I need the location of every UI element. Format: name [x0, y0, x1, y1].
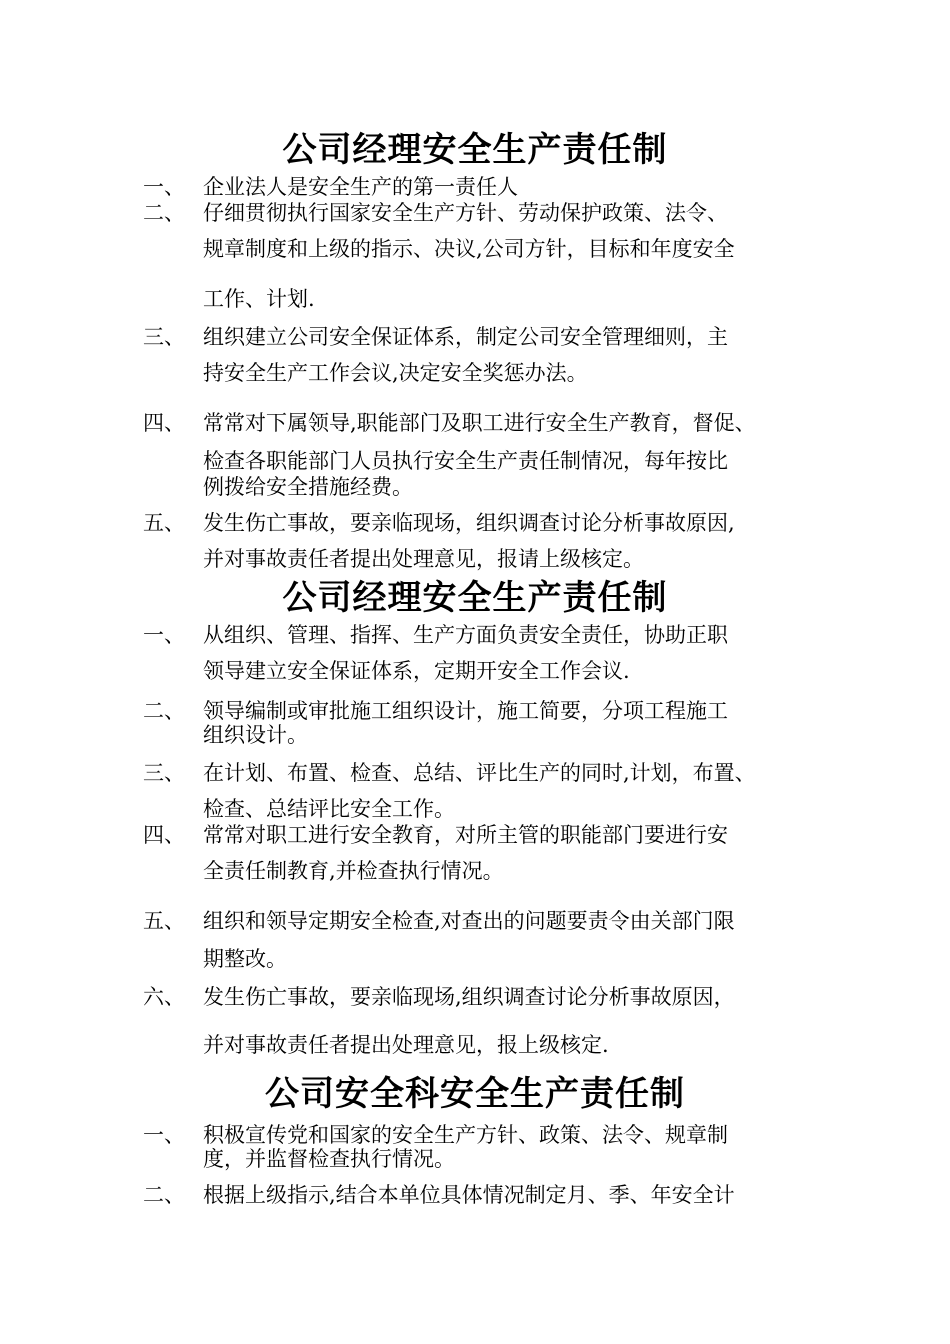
- item-line: 企业法人是安全生产的第一责任人: [203, 175, 518, 199]
- item-line: 从组织、管理、指挥、生产方面负责安全责任，协助正职: [203, 623, 728, 647]
- item-number: 六、: [143, 985, 185, 1009]
- item-line: 积极宣传党和国家的安全生产方针、政策、法令、规章制: [203, 1123, 728, 1147]
- item-line: 规章制度和上级的指示、决议,公司方针，目标和年度安全: [203, 237, 735, 261]
- section-title: 公司经理安全生产责任制: [282, 130, 668, 170]
- item-line: 组织设计。: [203, 723, 308, 747]
- item-line: 组织和领导定期安全检查,对查出的问题要责令由关部门限: [203, 909, 735, 933]
- item-line: 例拨给安全措施经费。: [203, 475, 413, 499]
- item-line: 发生伤亡事故，要亲临现场,组织调查讨论分析事故原因，: [203, 985, 735, 1009]
- item-line: 在计划、布置、检查、总结、评比生产的同时,计划，布置、: [203, 761, 756, 785]
- item-number: 三、: [143, 325, 185, 349]
- item-line: 工作、计划.: [203, 287, 315, 311]
- item-number: 一、: [143, 623, 185, 647]
- item-number: 二、: [143, 699, 185, 723]
- item-line: 期整改。: [203, 947, 287, 971]
- item-line: 发生伤亡事故，要亲临现场，组织调查讨论分析事故原因,: [203, 511, 735, 535]
- item-line: 检查、总结评比安全工作。: [203, 797, 455, 821]
- item-line: 检查各职能部门人员执行安全生产责任制情况，每年按比: [203, 449, 728, 473]
- item-line: 组织建立公司安全保证体系，制定公司安全管理细则，主: [203, 325, 728, 349]
- item-line: 领导建立安全保证体系，定期开安全工作会议.: [203, 659, 630, 683]
- item-number: 二、: [143, 1183, 185, 1207]
- item-line: 仔细贯彻执行国家安全生产方针、劳动保护政策、法令、: [203, 201, 728, 225]
- item-line: 常常对职工进行安全教育，对所主管的职能部门要进行安: [203, 823, 728, 847]
- section-title: 公司安全科安全生产责任制: [265, 1074, 685, 1114]
- item-line: 并对事故责任者提出处理意见，报上级核定.: [203, 1033, 609, 1057]
- item-number: 四、: [143, 411, 185, 435]
- item-number: 五、: [143, 909, 185, 933]
- item-line: 持安全生产工作会议,决定安全奖惩办法。: [203, 361, 588, 385]
- item-line: 并对事故责任者提出处理意见，报请上级核定。: [203, 547, 644, 571]
- section-title: 公司经理安全生产责任制: [282, 578, 668, 618]
- item-line: 领导编制或审批施工组织设计，施工简要，分项工程施工: [203, 699, 728, 723]
- item-number: 四、: [143, 823, 185, 847]
- item-number: 二、: [143, 201, 185, 225]
- item-number: 五、: [143, 511, 185, 535]
- item-line: 常常对下属领导,职能部门及职工进行安全生产教育，督促、: [203, 411, 756, 435]
- item-line: 根据上级指示,结合本单位具体情况制定月、季、年安全计: [203, 1183, 735, 1207]
- item-number: 三、: [143, 761, 185, 785]
- item-line: 全责任制教育,并检查执行情况。: [203, 859, 504, 883]
- item-line: 度，并监督检查执行情况。: [203, 1147, 455, 1171]
- item-number: 一、: [143, 1123, 185, 1147]
- item-number: 一、: [143, 175, 185, 199]
